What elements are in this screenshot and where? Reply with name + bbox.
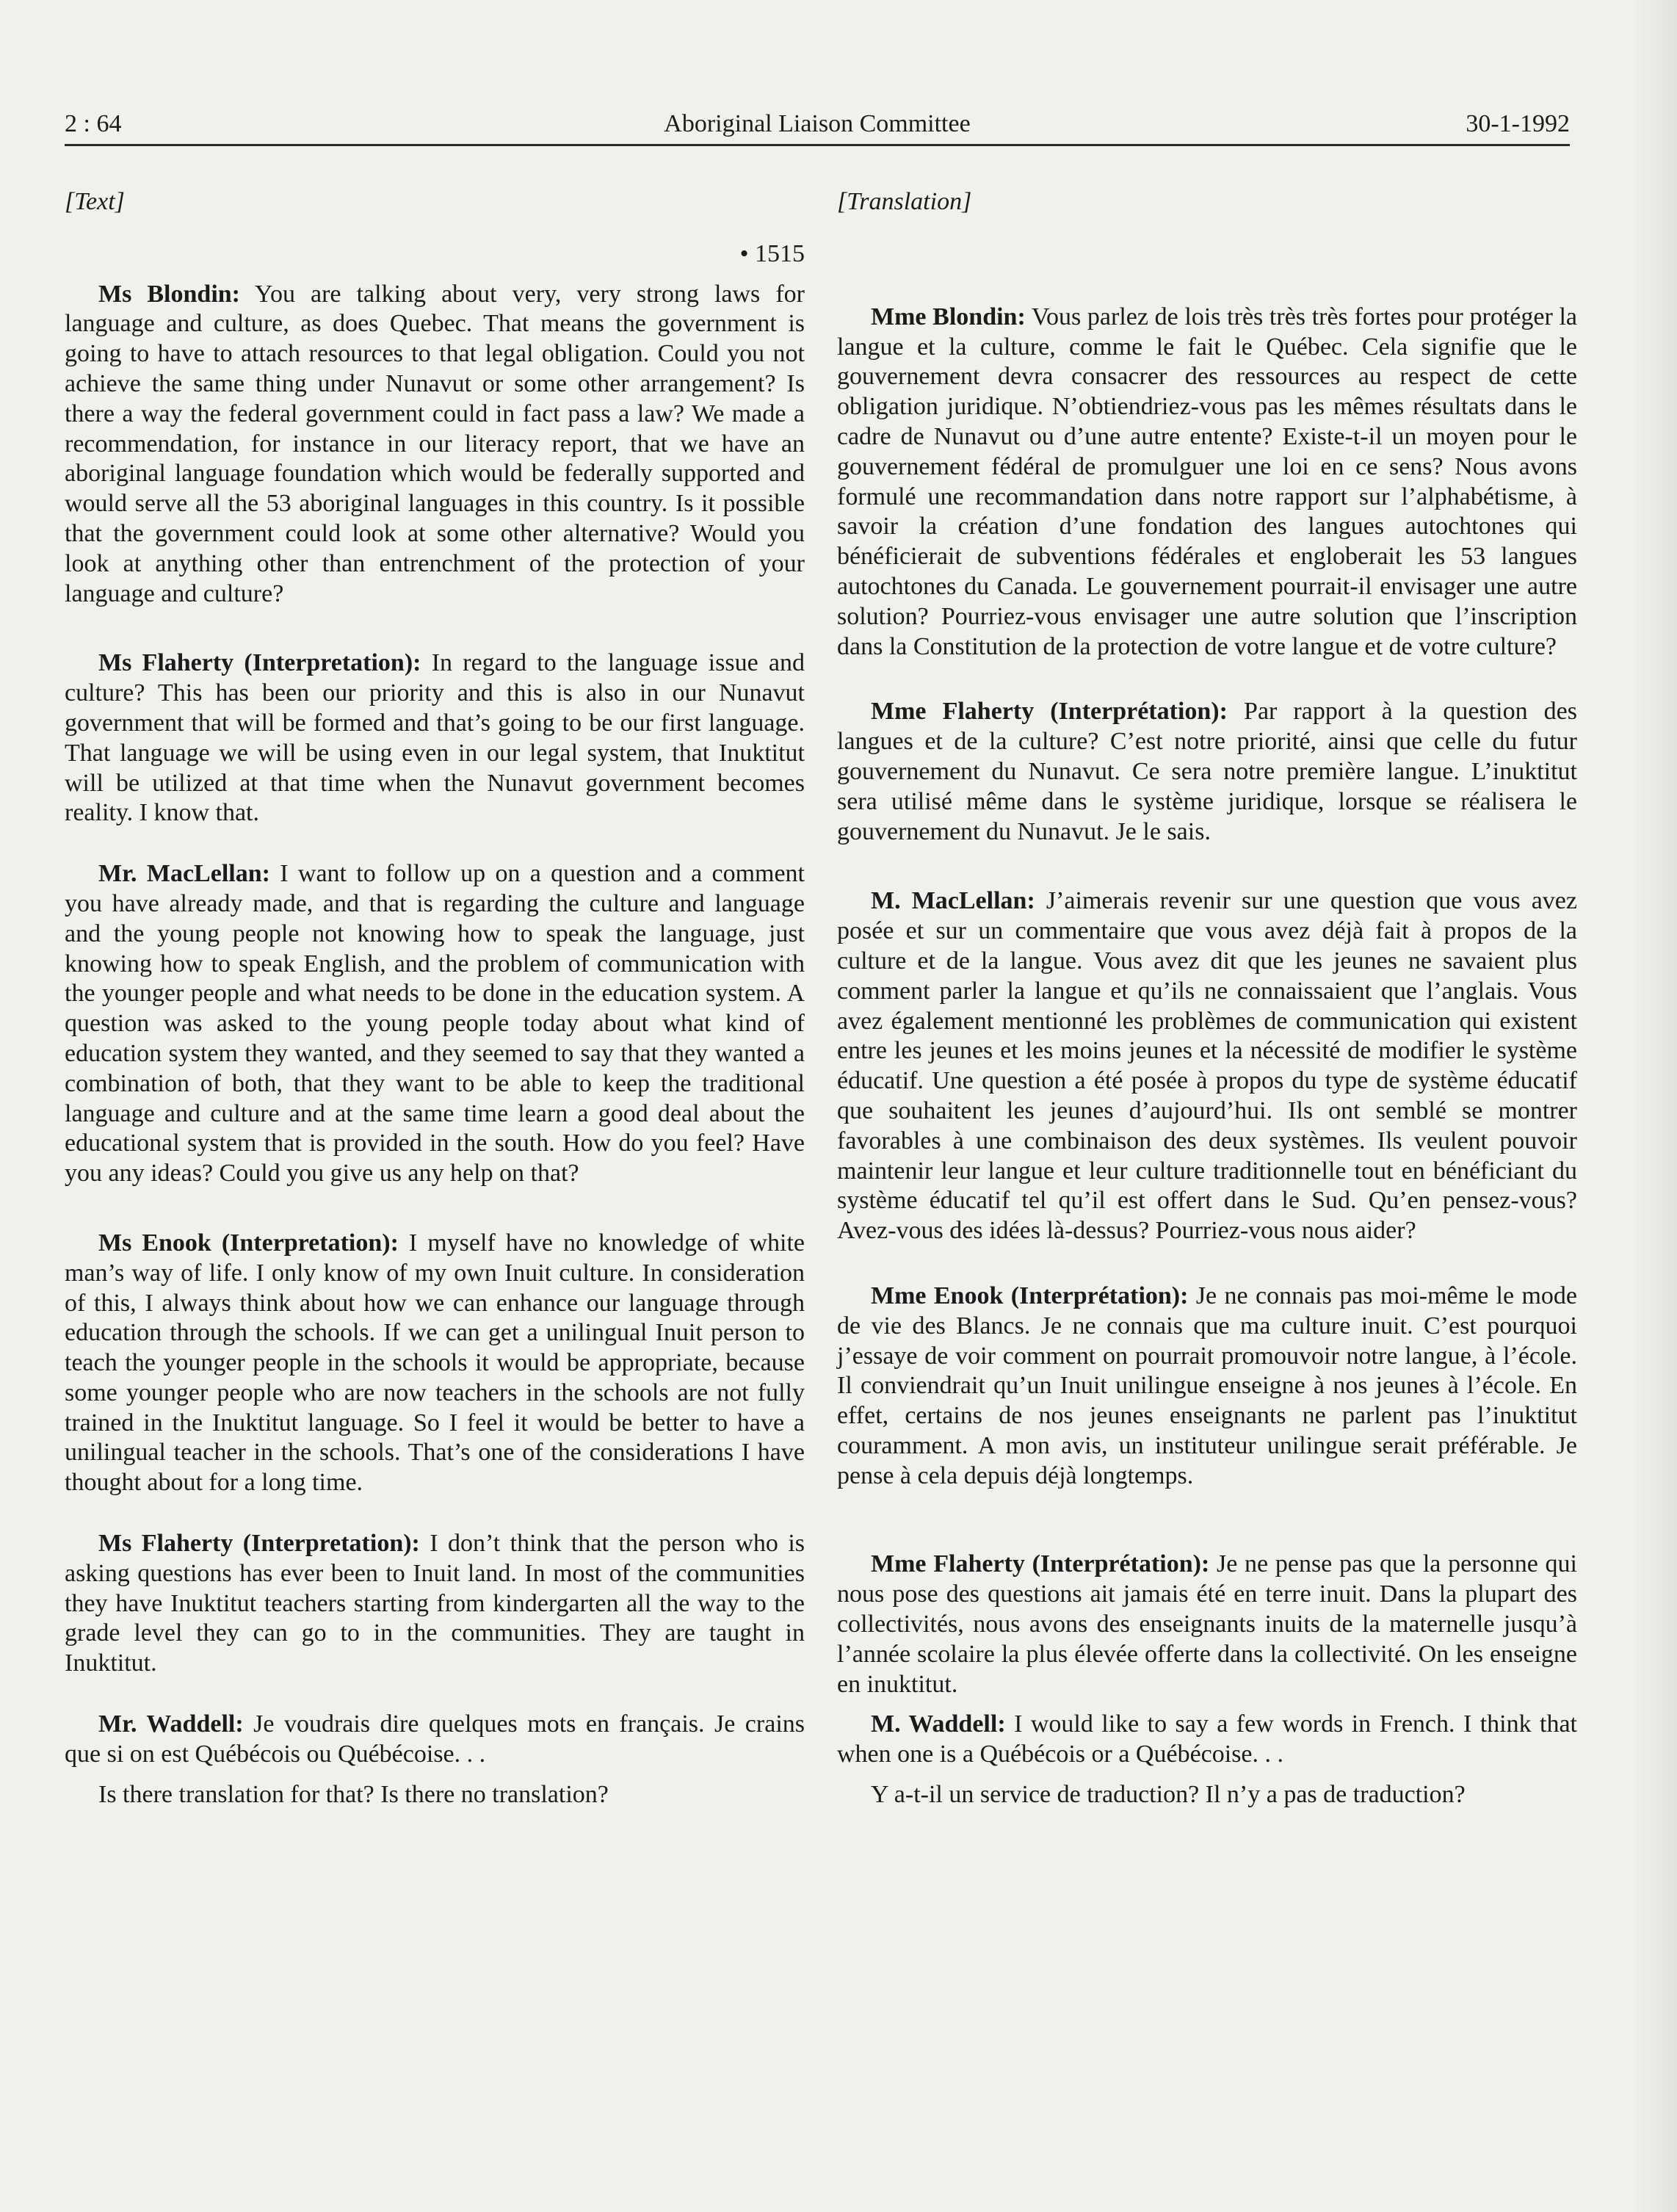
- paragraph-text: I myself have no knowledge of white man’s way of life. I only know of my own Inuit culture. In consideration of this, I always think about how we can enhance our language through education through the schools. If we can get a unilingual Inuit person to teach the younger people in the schools it would be appropriate, because some younger people who are now teachers in the schools are not fully trained in the Inuktitut language. So I feel it would be better to have a unilingual teacher in the schools. That’s one of the considerations I have thought about for a long time.: [65, 1229, 805, 1497]
- paragraph-text: Je ne pense pas que la personne qui nous pose des questions ait jamais été en terre inuit. Dans la plupart des collectivités, nous avons des enseignants inuits de la maternelle jusqu’à l’année scolaire la plus élevée offerte dans la collectivité. On les enseigne en inuktitut.: [837, 1550, 1577, 1698]
- paragraph-text: Vous parlez de lois très très très fortes pour protéger la langue et la culture, comme le fait le Québec. Cela signifie que le gouvernement devra consacrer des ressources au respect de cette obligation juridique. N’obtiendriez-vous pas les mêmes résultats dans le cadre de Nunavut ou d’une autre entente? Existe-t-il un moyen pour le gouvernement fédéral de promulguer une loi en ce sens? Nous avons formulé une recommandation dans notre rapport sur l’alphabétisme, à savoir la création d’une fondation des langues autochtones qui bénéficierait de subventions fédérales et engloberait les 53 langues autochtones du Canada. Le gouvernement pourrait-il envisager une autre solution? Pourriez-vous envisager une autre solution que l’inscription dans la Constitution de la protection de votre langue et de votre culture?: [837, 303, 1577, 660]
- speaker-name: Ms Flaherty (Interpretation):: [98, 1530, 420, 1558]
- header-rule: [65, 144, 1570, 146]
- speaker-name: Ms Flaherty (Interpretation):: [98, 649, 421, 677]
- paragraph: [837, 1282, 1577, 1492]
- paragraph: [65, 1780, 805, 1810]
- page-date: 30-1-1992: [1466, 110, 1570, 137]
- paragraph: [65, 1710, 805, 1770]
- paragraph: [837, 697, 1577, 847]
- translation-label: [Translation]: [837, 188, 972, 215]
- speaker-name: Mr. Waddell:: [98, 1710, 244, 1738]
- paragraph: [65, 859, 805, 1189]
- speaker-name: Ms Blondin:: [98, 280, 241, 308]
- paragraph-text: You are talking about very, very strong laws for language and culture, as does Quebec. That means the government is going to have to attach resources to that legal obligation. Could you not achieve the same thing under Nunavut or some other arrangement? Is there a way the federal government could in fact pass a law? We made a recommendation, for instance in our literacy report, that we have an aboriginal language foundation which would be federally supported and would serve all the 53 aboriginal languages in this country. Is it possible that the government could look at some other alternative? Would you look at anything other than entrenchment of the protection of your language and culture?: [65, 280, 805, 607]
- speaker-name: Mme Flaherty (Interprétation):: [871, 1550, 1210, 1578]
- speaker-name: Ms Enook (Interpretation):: [98, 1229, 399, 1257]
- left-column: [65, 187, 805, 1810]
- speaker-name: Mme Flaherty (Interprétation):: [871, 698, 1228, 726]
- speaker-name: Mr. MacLellan:: [98, 860, 270, 888]
- paragraph-text: Y a-t-il un service de traduction? Il n’y a pas de traduction?: [871, 1781, 1466, 1809]
- time-marker: • 1515: [739, 239, 805, 267]
- paragraph: [65, 280, 805, 610]
- speaker-name: Mme Blondin:: [871, 303, 1026, 330]
- paragraph-text: Par rapport à la question des langues et de la culture? C’est notre priorité, ainsi que celle du futur gouvernement du Nunavut. Ce sera notre première langue. L’inuktitut sera utilisé même dans le système juridique, lorsque se réalisera le gouvernement du Nunavut. Je le sais.: [837, 698, 1578, 845]
- right-column: [837, 187, 1577, 1810]
- speaker-name: Mme Enook (Interprétation):: [871, 1282, 1189, 1309]
- paragraph-text: I would like to say a few words in French. I think that when one is a Québécois or a Québécoise. . .: [837, 1710, 1577, 1768]
- speaker-name: M. Waddell:: [871, 1710, 1006, 1738]
- paragraph: [837, 1780, 1577, 1810]
- page-edge-shadow: [1633, 0, 1677, 2212]
- page-header: [65, 106, 1570, 150]
- page-number: 2 : 64: [65, 110, 122, 137]
- paragraph: [837, 1710, 1577, 1770]
- paragraph: [65, 1529, 805, 1679]
- paragraph: [837, 1550, 1577, 1699]
- paragraph: [837, 886, 1577, 1246]
- paragraph: [837, 303, 1577, 662]
- paragraph-text: J’aimerais revenir sur une question que vous avez posée et sur un commentaire que vous avez déjà fait à propos de la culture et de la langue. Vous avez dit que les jeunes ne savaient plus comment parler la langue et qu’ils ne connaissaient que l’anglais. Vous avez également mentionné les problèmes de communication qui existent entre les jeunes et les moins jeunes et la nécessité de modifier le système éducatif. Une question a été posée à propos du type de système éducatif que souhaitent les jeunes d’aujourd’hui. Ils ont semblé se montrer favorables à une combinaison des deux systèmes. Ils veulent pouvoir maintenir leur langue et leur culture traditionnelle tout en bénéficiant du système éducatif tel qu’il est offert dans le Sud. Qu’en pensez-vous? Avez-vous des idées là-dessus? Pourriez-vous nous aider?: [837, 887, 1577, 1245]
- committee-title: Aboriginal Liaison Committee: [664, 110, 971, 137]
- paragraph: [65, 648, 805, 828]
- paragraph-text: Je ne connais pas moi-même le mode de vie des Blancs. Je ne connais que ma culture inuit. C’est pourquoi j’essaye de voir comment on pourrait promouvoir notre langue, à l’école. Il conviendrait qu’un Inuit unilingue enseigne à nos jeunes à l’école. En effet, certains de nos jeunes enseignants ne parlent pas l’inuktitut couramment. A mon avis, un instituteur unilingue serait préférable. Je pense à cela depuis déjà longtemps.: [837, 1282, 1577, 1489]
- text-label: [Text]: [65, 188, 125, 215]
- paragraph-text: I want to follow up on a question and a comment you have already made, and that is regarding the culture and language and the young people not knowing how to speak the language, just knowing how to speak English, and the problem of communication with the younger people and what needs to be done in the education system. A question was asked to the young people today about what kind of education system they wanted, and they seemed to say that they wanted a combination of both, that they want to be able to keep the traditional language and culture and at the same time learn a good deal about the educational system that is provided in the south. How do you feel? Have you any ideas? Could you give us any help on that?: [65, 860, 805, 1188]
- paragraph-text: I don’t think that the person who is asking questions has ever been to Inuit land. In most of the communities they have Inuktitut teachers starting from kindergarten all the way to the grade level they can go to in the communities. They are taught in Inuktitut.: [65, 1530, 805, 1677]
- paragraph-text: Je voudrais dire quelques mots en français. Je crains que si on est Québécois ou Québécoise. . .: [65, 1710, 805, 1768]
- paragraph-text: In regard to the language issue and culture? This has been our priority and this is also in our Nunavut government that will be formed and that’s going to be our first language. That language we will be using even in our legal system, that Inuktitut will be utilized at that time when the Nunavut government becomes reality. I know that.: [65, 649, 805, 827]
- paragraph: [65, 1229, 805, 1498]
- speaker-name: M. MacLellan:: [871, 887, 1035, 915]
- paragraph-text: Is there translation for that? Is there no translation?: [98, 1780, 609, 1808]
